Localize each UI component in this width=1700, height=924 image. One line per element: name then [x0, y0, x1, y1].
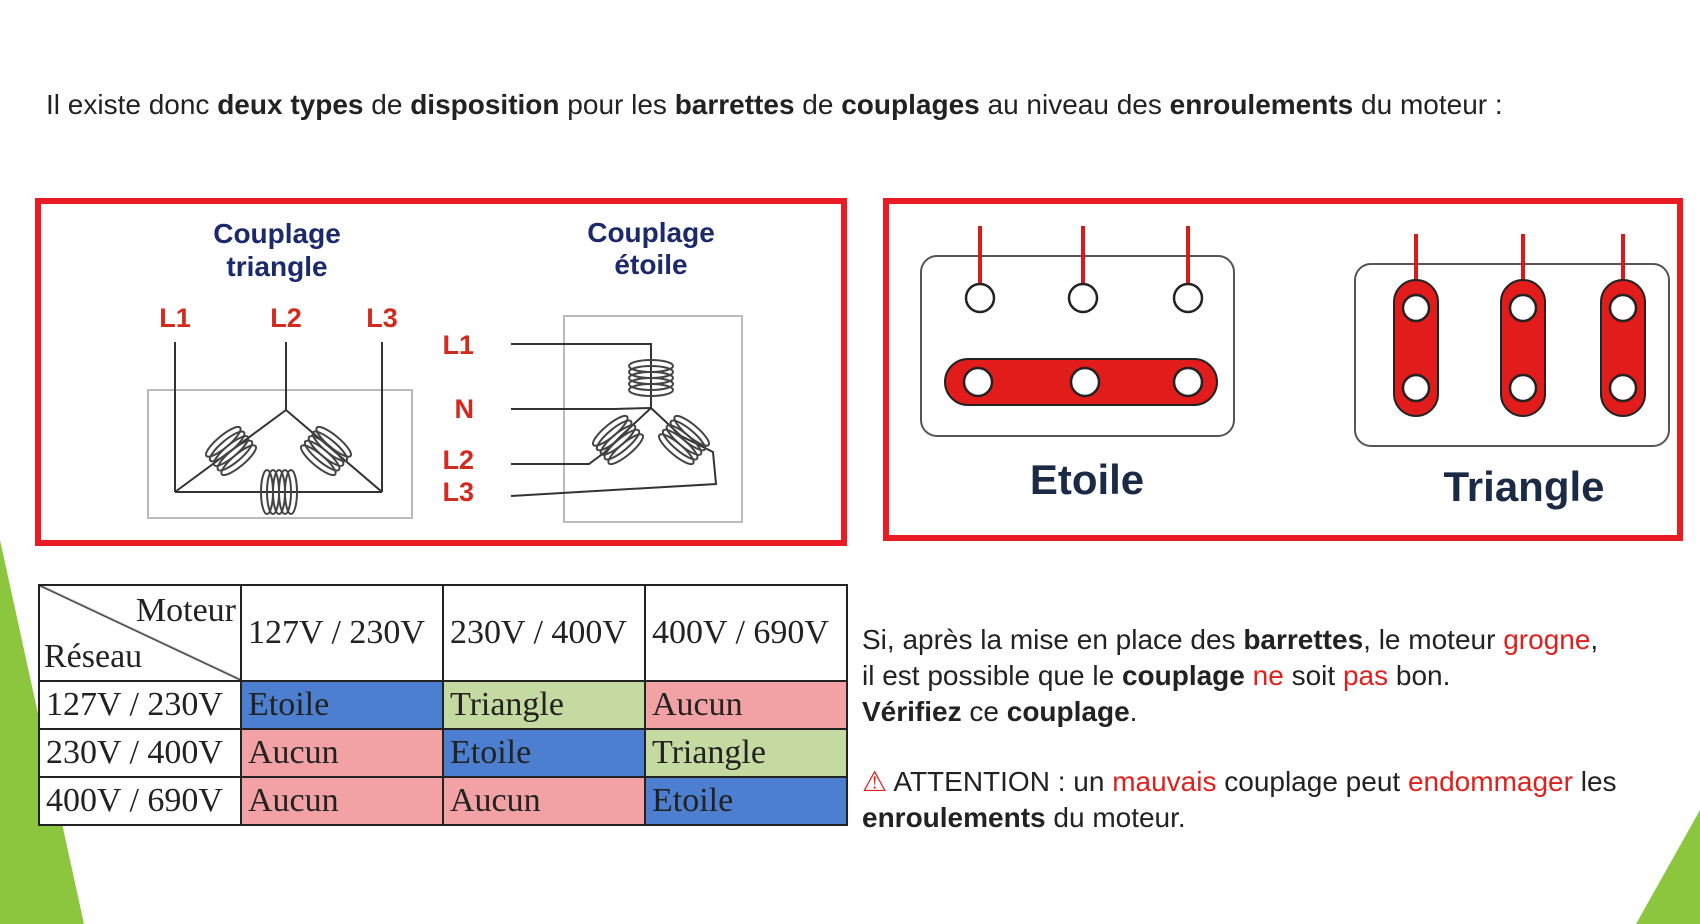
explanation-bold: couplage [1121, 660, 1245, 691]
coupling-table [38, 584, 848, 826]
intro-text: de [794, 89, 842, 120]
explanation-text-span: , [1590, 624, 1599, 655]
intro-bold: disposition [410, 89, 560, 120]
triangle-coil-right [298, 423, 355, 479]
triangle-coil-bottom [261, 470, 297, 514]
explanation-text-span: couplage peut [1216, 766, 1408, 797]
triangle-label-l3: L3 [366, 303, 398, 333]
table-header-row [39, 585, 847, 681]
table-cell: Triangle [645, 729, 847, 777]
column-header: 230V / 400V [443, 585, 645, 681]
explanation-text-span: , le moteur [1363, 624, 1504, 655]
triangle-title-line1: Couplage [213, 218, 341, 249]
explanation-red: grogne [1503, 624, 1591, 655]
explanation-text-span: ATTENTION : un [887, 766, 1113, 797]
explanation-line [862, 800, 1692, 836]
triangle-label-l1: L1 [159, 303, 191, 333]
explanation-line [862, 658, 1692, 694]
column-header: 127V / 230V [241, 585, 443, 681]
star-board-label: Etoile [1029, 456, 1145, 503]
explanation-bold: couplage [1006, 696, 1130, 727]
triangle-board-label: Triangle [1443, 463, 1605, 510]
paragraph-gap [862, 730, 1692, 764]
row-header: 230V / 400V [39, 729, 241, 777]
star-top-terminals [966, 284, 1202, 312]
table-corner-cell [39, 585, 241, 681]
explanation-text-span: Si, après la mise en place des [862, 624, 1244, 655]
explanation-bold: Vérifiez [862, 696, 962, 727]
intro-text: Il existe donc [46, 89, 218, 120]
explanation-line [862, 622, 1692, 658]
explanation-red: pas [1342, 660, 1389, 691]
intro-bold: couplages [841, 89, 980, 120]
table-cell: Aucun [241, 729, 443, 777]
wiring-diagram-frame [35, 198, 847, 546]
intro-bold: deux types [217, 89, 364, 120]
explanation-line [862, 764, 1692, 800]
explanation-text-span: soit [1283, 660, 1343, 691]
intro-sentence [46, 86, 1666, 124]
explanation-text-span [1245, 660, 1253, 691]
table-row [39, 681, 847, 729]
intro-bold: enroulements [1169, 89, 1354, 120]
table-row [39, 777, 847, 825]
header-reseau: Réseau [44, 638, 143, 675]
intro-bold: barrettes [674, 89, 795, 120]
star-label-n: N [454, 394, 474, 424]
explanation-text-span: ce [961, 696, 1007, 727]
star-label-l2: L2 [442, 445, 474, 475]
table-row [39, 729, 847, 777]
terminal-board-frame [883, 198, 1683, 541]
explanation-line [862, 694, 1692, 730]
table-cell: Aucun [443, 777, 645, 825]
explanation-text-span: il est possible que le [862, 660, 1122, 691]
warning-icon: ⚠ [862, 766, 888, 797]
intro-text: du moteur : [1353, 89, 1503, 120]
table-cell: Aucun [241, 777, 443, 825]
explanation-red: mauvais [1112, 766, 1217, 797]
intro-text: au niveau des [979, 89, 1170, 120]
row-header: 127V / 230V [39, 681, 241, 729]
explanation-text-span: . [1129, 696, 1138, 727]
intro-text: de [363, 89, 411, 120]
explanation-text-span: les [1572, 766, 1617, 797]
triangle-label-l2: L2 [270, 303, 302, 333]
row-header: 400V / 690V [39, 777, 241, 825]
explanation-text-span: bon. [1388, 660, 1451, 691]
terminal-board-diagram [889, 204, 1677, 535]
explanation-bold: enroulements [862, 802, 1046, 833]
column-header: 400V / 690V [645, 585, 847, 681]
star-label-l3: L3 [442, 477, 474, 507]
star-title-line1: Couplage [587, 217, 715, 248]
table-cell: Etoile [443, 729, 645, 777]
table-cell: Aucun [645, 681, 847, 729]
table-cell: Triangle [443, 681, 645, 729]
table-cell: Etoile [241, 681, 443, 729]
table-cell: Etoile [645, 777, 847, 825]
wiring-diagram [41, 204, 841, 540]
header-moteur: Moteur [135, 592, 236, 629]
star-coil-top [629, 360, 673, 396]
star-label-l1: L1 [442, 330, 474, 360]
triangle-coil-left [203, 423, 260, 479]
explanation-text-span: du moteur. [1045, 802, 1186, 833]
explanation-text [862, 622, 1692, 836]
explanation-red: ne [1252, 660, 1284, 691]
intro-text: pour les [559, 89, 675, 120]
explanation-red: endommager [1407, 766, 1573, 797]
explanation-bold: barrettes [1243, 624, 1364, 655]
triangle-title-line2: triangle [226, 251, 328, 282]
star-title-line2: étoile [614, 249, 688, 280]
